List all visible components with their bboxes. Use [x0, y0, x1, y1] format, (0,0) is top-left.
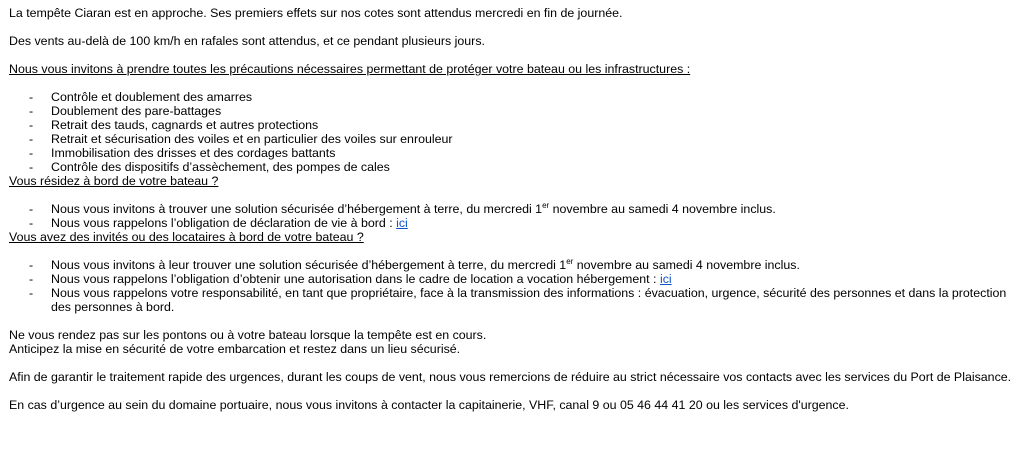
- spacer: [9, 244, 1012, 258]
- ordinal-superscript: er: [542, 200, 550, 210]
- residents-item2-text: Nous vous rappelons l’obligation de déclaration de vie à bord :: [51, 216, 393, 230]
- warning-line-2: Anticipez la mise en sécurité de votre embarcation et restez dans un lieu sécurisé.: [9, 342, 461, 356]
- spacer: [9, 76, 1012, 90]
- ordinal-superscript: er: [566, 256, 574, 266]
- list-item: [9, 258, 1012, 272]
- spacer: [9, 314, 1012, 328]
- list-item: - Doublement des pare-battages: [9, 104, 1012, 118]
- list-item: [9, 216, 1012, 230]
- residents-item1-post: novembre au samedi 4 novembre inclus.: [549, 202, 776, 216]
- residents-item1-pre: Nous vous invitons à trouver une solution sécurisée d’hébergement à terre, du mercredi 1: [51, 202, 543, 216]
- guests-item2-text: Nous vous rappelons l’obligation d’obtenir une autorisation dans le cadre de location a vocation hébergement :: [51, 272, 657, 286]
- precautions-list: [9, 90, 1012, 174]
- urgency-paragraph-contacts: Afin de garantir le traitement rapide des urgences, durant les coups de vent, nous vous remercions de réduire au strict nécessaire vos contacts avec les services du Port de Plaisance.: [9, 370, 1012, 384]
- intro-paragraph-winds: Des vents au-delà de 100 km/h en rafales sont attendus, et ce pendant plusieurs jours.: [9, 34, 485, 48]
- precautions-heading: Nous vous invitons à prendre toutes les précautions nécessaires permettant de protéger votre bateau ou les infrastructures :: [9, 62, 691, 76]
- list-item: - Contrôle et doublement des amarres: [9, 90, 1012, 104]
- list-item: - Immobilisation des drisses et des cordages battants: [9, 146, 1012, 160]
- spacer: [9, 48, 1012, 62]
- list-item: [9, 272, 1012, 286]
- residents-declaration-link[interactable]: ici: [396, 216, 408, 230]
- guests-authorization-link[interactable]: ici: [659, 272, 672, 286]
- list-item: - Nous vous rappelons votre responsabilité, en tant que propriétaire, face à la transmission des informations : évacuation, urgence, sécurité des personnes et dans la protection des personnes à bord.: [9, 286, 1012, 314]
- list-item: - Retrait et sécurisation des voiles et en particulier des voiles sur enrouleur: [9, 132, 1012, 146]
- list-item: - Contrôle des dispositifs d’assèchement, des pompes de cales: [9, 160, 1012, 174]
- guests-heading: Vous avez des invités ou des locataires à bord de votre bateau ?: [9, 230, 364, 244]
- guests-item1-pre: Nous vous invitons à leur trouver une solution sécurisée d’hébergement à terre, du mercredi 1: [51, 258, 567, 272]
- guests-item1-post: novembre au samedi 4 novembre inclus.: [573, 258, 800, 272]
- spacer: [9, 384, 1012, 398]
- spacer: [9, 188, 1012, 202]
- spacer: [9, 20, 1012, 34]
- residents-list: [9, 202, 1012, 230]
- urgency-paragraph-emergency: En cas d’urgence au sein du domaine portuaire, nous vous invitons à contacter la capitainerie, VHF, canal 9 ou 05 46 44 41 20 ou les services d'urgence.: [9, 398, 849, 412]
- residents-heading: Vous résidez à bord de votre bateau ?: [9, 174, 219, 188]
- list-item: [9, 202, 1012, 216]
- guests-list: [9, 258, 1012, 314]
- intro-paragraph-storm: La tempête Ciaran est en approche. Ses premiers effets sur nos cotes sont attendus mercredi en fin de journée.: [9, 6, 623, 20]
- spacer: [9, 356, 1012, 370]
- list-item: - Retrait des tauds, cagnards et autres protections: [9, 118, 1012, 132]
- warning-line-1: Ne vous rendez pas sur les pontons ou à votre bateau lorsque la tempête est en cours.: [9, 328, 487, 342]
